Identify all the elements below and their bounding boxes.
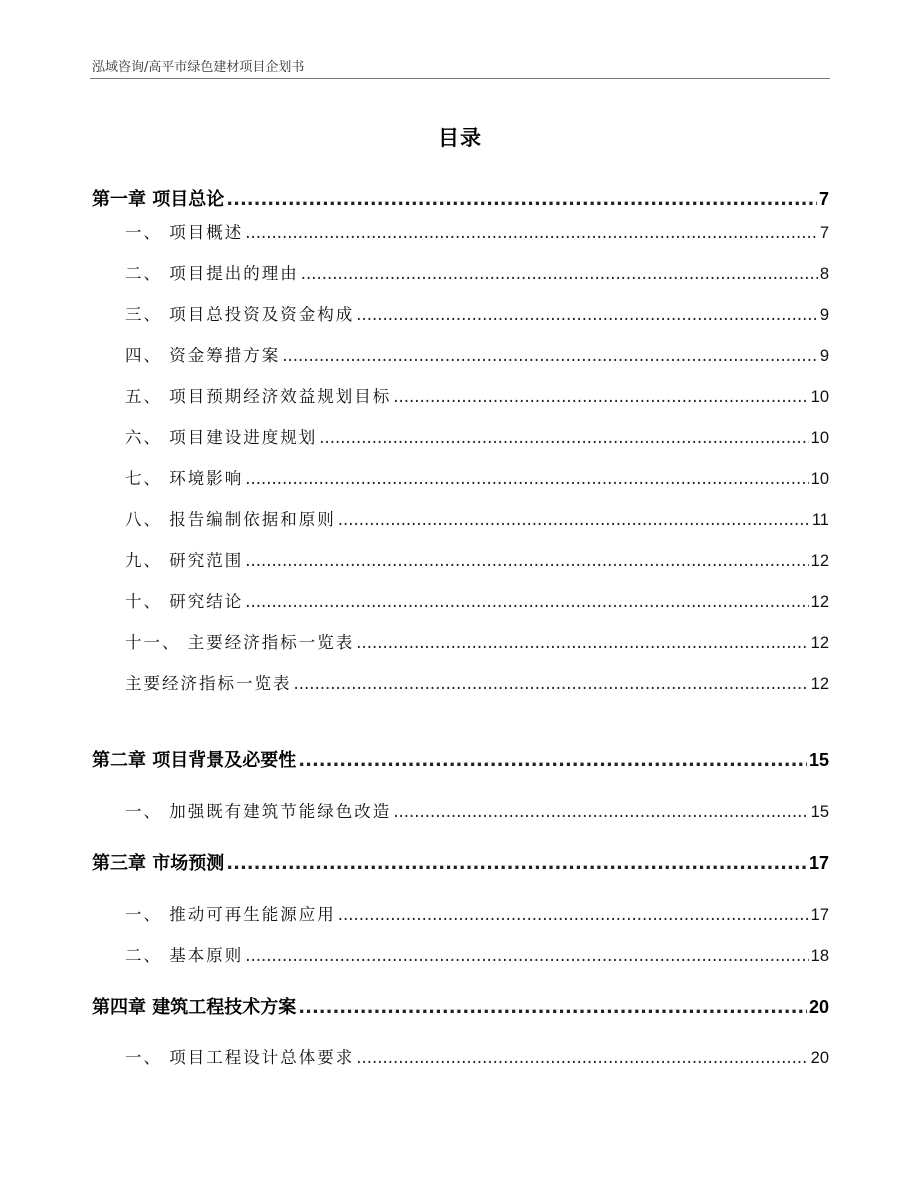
toc-dot-leader (393, 387, 808, 406)
toc-entry-page: 12 (810, 634, 829, 652)
toc-entry-page: 17 (808, 853, 829, 873)
toc-entry-page: 18 (810, 947, 829, 965)
toc-section-1-11[interactable] (92, 629, 829, 653)
toc-entry-label: 八、 报告编制依据和原则 (125, 510, 336, 529)
toc-section-1-7[interactable] (92, 465, 829, 489)
toc-section-1-8[interactable] (92, 506, 829, 530)
toc-entry-page: 7 (819, 224, 829, 242)
toc-dot-leader (245, 592, 808, 611)
toc-entry-label: 一、 推动可再生能源应用 (125, 905, 336, 924)
toc-dot-leader (356, 1048, 808, 1067)
toc-dot-leader (338, 905, 809, 924)
toc-chapter-2[interactable] (92, 746, 829, 772)
toc-entry-page: 12 (810, 675, 829, 693)
toc-entry-label: 一、 项目概述 (125, 223, 244, 242)
toc-entry-label: 四、 资金筹措方案 (125, 346, 281, 365)
toc-section-2-1[interactable] (92, 798, 829, 822)
toc-entry-label: 第二章 项目背景及必要性 (92, 750, 297, 771)
toc-section-1-5[interactable] (92, 383, 829, 407)
toc-section-1-table[interactable] (92, 670, 829, 694)
toc-dot-leader (356, 305, 818, 324)
toc-entry-label: 三、 项目总投资及资金构成 (125, 305, 355, 324)
toc-dot-leader (245, 551, 808, 570)
toc-section-1-3[interactable] (92, 301, 829, 325)
toc-dot-leader (226, 853, 807, 874)
toc-chapter-3[interactable] (92, 849, 829, 875)
toc-dot-leader (319, 428, 808, 447)
toc-section-1-1[interactable] (92, 219, 829, 243)
toc-entry-page: 15 (810, 803, 829, 821)
toc-dot-leader (393, 802, 808, 821)
toc-entry-page: 15 (808, 750, 829, 770)
toc-entry-label: 主要经济指标一览表 (125, 674, 292, 693)
toc-entry-page: 12 (810, 552, 829, 570)
toc-dot-leader (298, 750, 807, 771)
header-divider (90, 78, 830, 79)
toc-section-3-1[interactable] (92, 901, 829, 925)
toc-dot-leader (226, 189, 817, 210)
toc-entry-page: 10 (810, 470, 829, 488)
toc-entry-page: 9 (819, 306, 829, 324)
toc-entry-page: 20 (810, 1049, 829, 1067)
toc-entry-label: 一、 加强既有建筑节能绿色改造 (125, 802, 392, 821)
toc-chapter-4[interactable] (92, 993, 829, 1019)
toc-entry-label: 第四章 建筑工程技术方案 (92, 997, 297, 1018)
toc-entry-label: 九、 研究范围 (125, 551, 244, 570)
toc-entry-page: 20 (808, 997, 829, 1017)
toc-entry-page: 10 (810, 429, 829, 447)
toc-entry-page: 7 (818, 189, 829, 209)
page-header: 泓域咨询/高平市绿色建材项目企划书 (92, 60, 305, 75)
toc-section-1-6[interactable] (92, 424, 829, 448)
toc-entry-label: 二、 项目提出的理由 (125, 264, 299, 283)
toc-dot-leader (245, 469, 808, 488)
toc-entry-page: 17 (810, 906, 829, 924)
toc-section-1-4[interactable] (92, 342, 829, 366)
toc-chapter-1[interactable] (92, 185, 829, 211)
toc-entry-label: 十、 研究结论 (125, 592, 244, 611)
toc-entry-page: 11 (811, 511, 829, 529)
toc-entry-label: 二、 基本原则 (125, 946, 244, 965)
toc-entry-page: 8 (819, 265, 829, 283)
toc-dot-leader (298, 997, 807, 1018)
toc-entry-label: 五、 项目预期经济效益规划目标 (125, 387, 392, 406)
toc-entry-label: 六、 项目建设进度规划 (125, 428, 318, 447)
toc-entry-label: 七、 环境影响 (125, 469, 244, 488)
toc-entry-label: 第三章 市场预测 (92, 853, 225, 874)
toc-dot-leader (356, 633, 808, 652)
toc-title: 目录 (438, 126, 482, 150)
toc-dot-leader (245, 946, 808, 965)
toc-entry-page: 12 (810, 593, 829, 611)
toc-entry-label: 第一章 项目总论 (92, 189, 225, 210)
toc-section-1-2[interactable] (92, 260, 829, 284)
toc-dot-leader (338, 510, 810, 529)
toc-entry-page: 10 (810, 388, 829, 406)
toc-section-1-10[interactable] (92, 588, 829, 612)
toc-section-3-2[interactable] (92, 942, 829, 966)
toc-entry-label: 一、 项目工程设计总体要求 (125, 1048, 355, 1067)
toc-dot-leader (294, 674, 809, 693)
toc-dot-leader (301, 264, 818, 283)
toc-dot-leader (245, 223, 818, 242)
toc-dot-leader (282, 346, 818, 365)
toc-entry-page: 9 (819, 347, 829, 365)
toc-section-4-1[interactable] (92, 1044, 829, 1068)
toc-entry-label: 十一、 主要经济指标一览表 (125, 633, 355, 652)
toc-section-1-9[interactable] (92, 547, 829, 571)
